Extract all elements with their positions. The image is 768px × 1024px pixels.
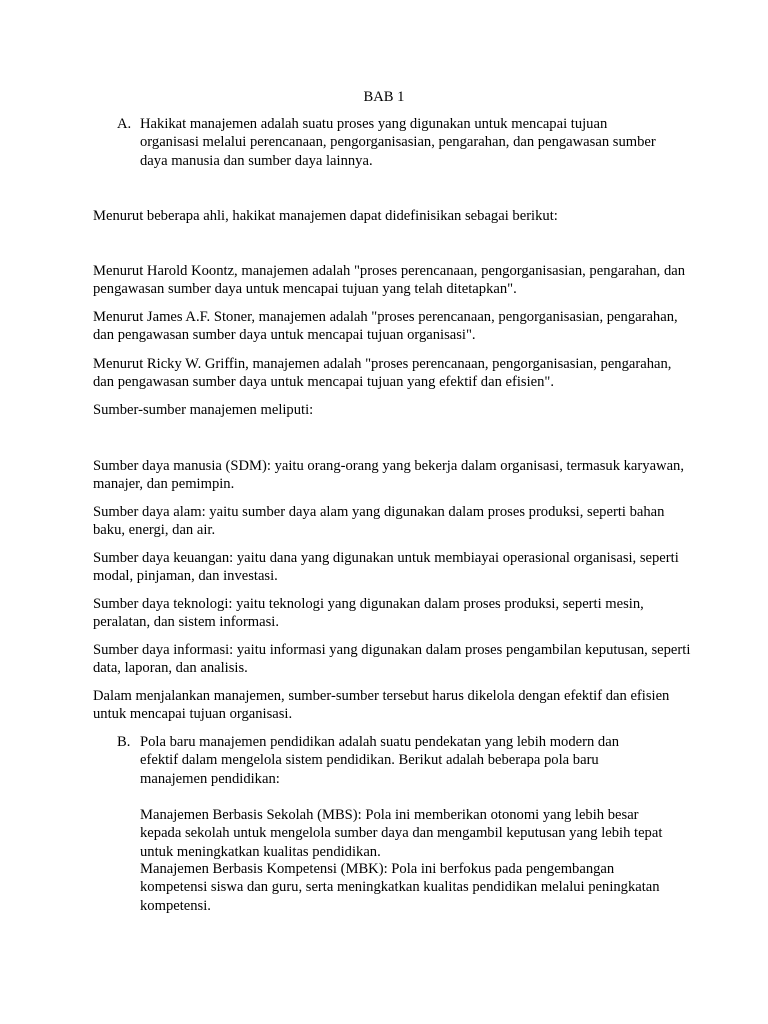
section-a-text: Hakikat manajemen adalah suatu proses yang digunakan untuk mencapai tujuan organisasi melalui perencanaan, pengorganisasian, pengarahan, dan pengawasan sumber daya manusia dan sumber daya lainnya.: [140, 116, 656, 169]
source-item-informasi: Sumber daya informasi: yaitu informasi yang digunakan dalam proses pengambilan keputusan, seperti data, laporan, dan analisis.: [93, 642, 691, 677]
sources-intro: Sumber-sumber manajemen meliputi:: [93, 402, 314, 418]
section-b: [117, 733, 657, 788]
pattern-item-mbs: Manajemen Berbasis Sekolah (MBS): Pola ini memberikan otonomi yang lebih besar kepada sekolah untuk mengelola sumber daya dan mengambil keputusan yang lebih tepat untuk meningkatkan kualitas pendidikan.: [140, 807, 663, 860]
pattern-item-mbk: Manajemen Berbasis Kompetensi (MBK): Pola ini berfokus pada pengembangan kompetensi siswa dan guru, serta meningkatkan kualitas pendidikan melalui peningkatan kompetensi.: [140, 861, 660, 914]
chapter-title: BAB 1: [363, 89, 405, 105]
section-b-text: Pola baru manajemen pendidikan adalah suatu pendekatan yang lebih modern dan efektif dalam mengelola sistem pendidikan. Berikut adalah beberapa pola baru manajemen pendidikan:: [140, 734, 619, 787]
expert-definition-stoner: Menurut James A.F. Stoner, manajemen adalah "proses perencanaan, pengorganisasian, pengarahan, dan pengawasan sumber daya untuk mencapai tujuan organisasi".: [93, 309, 678, 344]
source-item-keuangan: Sumber daya keuangan: yaitu dana yang digunakan untuk membiayai operasional organisasi, seperti modal, pinjaman, dan investasi.: [93, 550, 679, 585]
section-a: [117, 115, 657, 170]
source-item-sdm: Sumber daya manusia (SDM): yaitu orang-orang yang bekerja dalam organisasi, termasuk karyawan, manajer, dan pemimpin.: [93, 458, 685, 493]
section-b-marker: B.: [117, 734, 131, 750]
source-item-teknologi: Sumber daya teknologi: yaitu teknologi yang digunakan dalam proses produksi, seperti mesin, peralatan, dan sistem informasi.: [93, 596, 644, 631]
expert-definition-koontz: Menurut Harold Koontz, manajemen adalah "proses perencanaan, pengorganisasian, pengarahan, dan pengawasan sumber daya untuk mencapai tujuan yang telah ditetapkan".: [93, 263, 686, 298]
section-a-marker: A.: [117, 116, 132, 132]
expert-definition-griffin: Menurut Ricky W. Griffin, manajemen adalah "proses perencanaan, pengorganisasian, pengarahan, dan pengawasan sumber daya untuk mencapai tujuan yang efektif dan efisien".: [93, 356, 672, 391]
source-item-alam: Sumber daya alam: yaitu sumber daya alam yang digunakan dalam proses produksi, seperti bahan baku, energi, dan air.: [93, 504, 665, 539]
closing-paragraph: Dalam menjalankan manajemen, sumber-sumber tersebut harus dikelola dengan efektif dan efisien untuk mencapai tujuan organisasi.: [93, 688, 670, 723]
experts-intro: Menurut beberapa ahli, hakikat manajemen dapat didefinisikan sebagai berikut:: [93, 208, 558, 224]
